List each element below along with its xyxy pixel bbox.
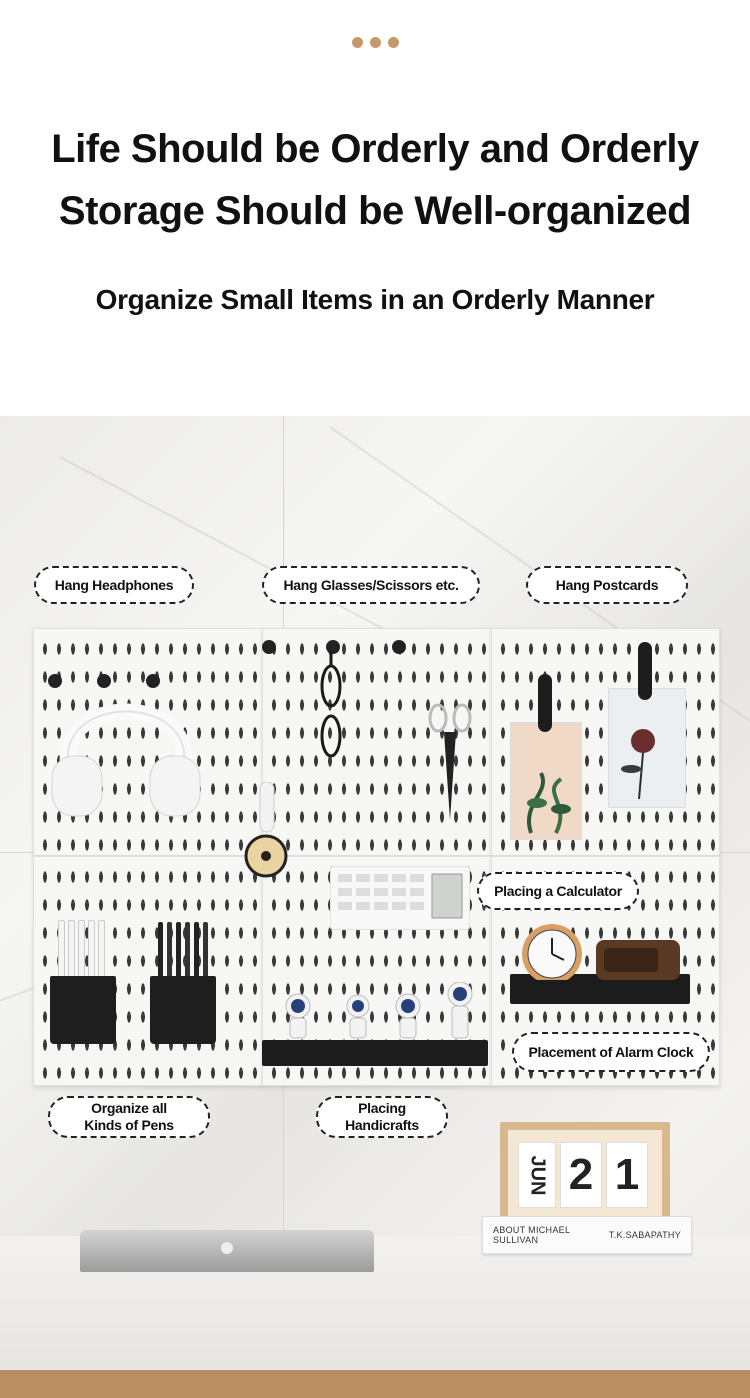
- glasses-icon: [316, 652, 346, 762]
- headline-line-2: Storage Should be Well-organized: [58, 189, 692, 233]
- callout-hang-headphones: Hang Headphones: [34, 566, 194, 604]
- clip-icon: [538, 674, 552, 732]
- callout-handicrafts-line-2: Handicrafts: [345, 1117, 419, 1133]
- pen-cup: [150, 976, 216, 1044]
- fan-icon: [243, 782, 289, 894]
- rose-photo-icon: [609, 689, 685, 807]
- radio-speaker-icon: [596, 940, 680, 980]
- pen: [167, 922, 172, 978]
- storage-shelf: [262, 1040, 488, 1066]
- apple-logo-icon: [221, 1242, 233, 1254]
- headline: [0, 118, 750, 242]
- pen: [194, 922, 199, 978]
- scissors-icon: [428, 702, 472, 820]
- calendar-month-card: [518, 1142, 556, 1208]
- callout-pens-line-1: Organize all: [91, 1100, 167, 1116]
- desk-edge: [0, 1370, 750, 1398]
- hook-icon: [262, 640, 276, 654]
- callout-handicrafts-line-1: Placing: [358, 1100, 406, 1116]
- plant-illustration-icon: [511, 723, 581, 839]
- calendar-day-tens: 2: [560, 1142, 602, 1208]
- callout-calculator: Placing a Calculator: [477, 872, 639, 910]
- callout-pens: [48, 1096, 210, 1138]
- book-author: ABOUT MICHAEL SULLIVAN: [493, 1225, 570, 1245]
- pen: [58, 920, 65, 978]
- pens-group: [154, 922, 216, 978]
- callout-pens-line-2: Kinds of Pens: [84, 1117, 174, 1133]
- pens-group: [54, 922, 116, 978]
- alarm-clock-icon: [512, 920, 592, 980]
- calendar-month: JUN: [526, 1154, 549, 1196]
- flip-calendar: [500, 1122, 670, 1224]
- headline-line-1: Life Should be Orderly and Orderly: [51, 127, 699, 171]
- pen: [203, 922, 208, 978]
- laptop: [80, 1230, 374, 1272]
- pen: [78, 920, 85, 978]
- callout-hang-glasses: Hang Glasses/Scissors etc.: [262, 566, 480, 604]
- book: [482, 1216, 692, 1254]
- pen: [88, 920, 95, 978]
- hook-icon: [392, 640, 406, 654]
- pen: [158, 922, 163, 978]
- book-publisher: T.K.SABAPATHY: [608, 1230, 681, 1240]
- decorative-dots: [0, 37, 750, 48]
- pen: [176, 922, 181, 978]
- pen-cup: [50, 976, 116, 1044]
- product-photo: [0, 416, 750, 1398]
- pen: [68, 920, 75, 978]
- postcard: [510, 722, 582, 840]
- clip-icon: [638, 642, 652, 700]
- callout-handicrafts: [316, 1096, 448, 1138]
- pen: [185, 922, 190, 978]
- dot: [352, 37, 363, 48]
- callout-hang-postcards: Hang Postcards: [526, 566, 688, 604]
- headphones-icon: [50, 664, 202, 820]
- dot: [370, 37, 381, 48]
- dot: [388, 37, 399, 48]
- astronaut-figurines-icon: [268, 982, 488, 1042]
- calendar-day-ones: 1: [606, 1142, 648, 1208]
- pen: [98, 920, 105, 978]
- postcard: [608, 688, 686, 808]
- calculator-icon: [330, 866, 470, 930]
- subheadline: Organize Small Items in an Orderly Manner: [95, 284, 655, 315]
- callout-alarm-clock: Placement of Alarm Clock: [512, 1032, 710, 1072]
